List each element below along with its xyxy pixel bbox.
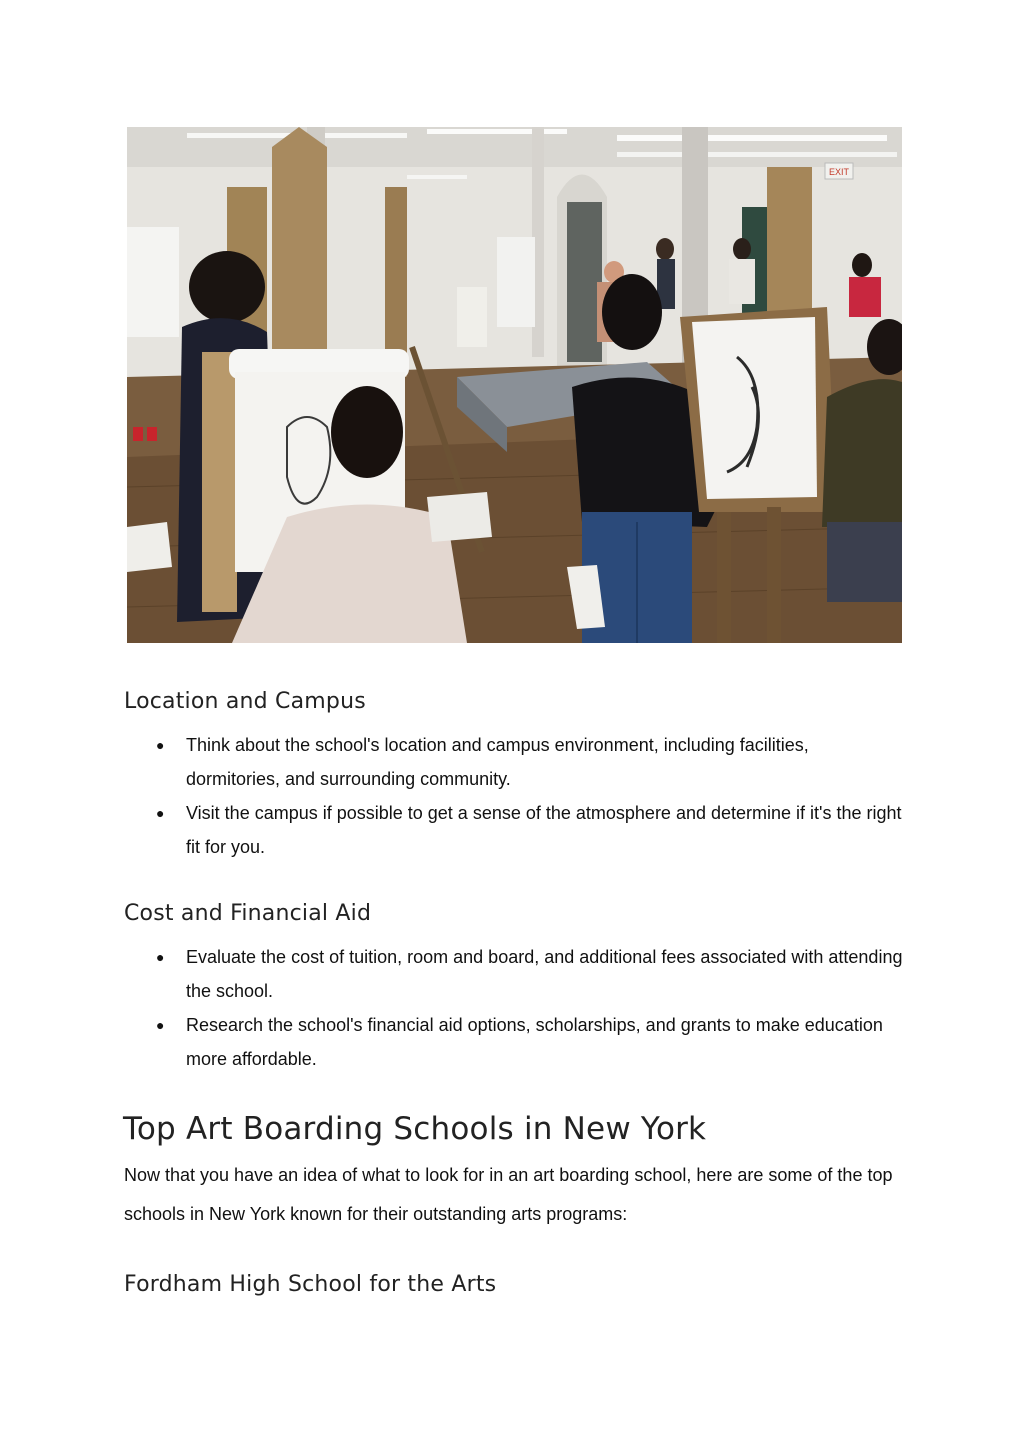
intro-paragraph: Now that you have an idea of what to look for in an art boarding school, here are some of the top schools in New York known for their outstanding arts programs: bbox=[124, 1165, 893, 1224]
section-heading-cost: Cost and Financial Aid bbox=[124, 901, 372, 926]
bullet-icon: ● bbox=[156, 805, 165, 821]
list-item-text: Think about the school's location and campus environment, including facilities, dormitories, and surrounding community. bbox=[186, 735, 809, 789]
location-bullet-list bbox=[124, 728, 904, 864]
list-item bbox=[124, 728, 904, 796]
list-item bbox=[124, 1008, 904, 1076]
main-heading: Top Art Boarding Schools in New York bbox=[123, 1111, 707, 1147]
section-heading-location: Location and Campus bbox=[124, 689, 366, 714]
list-item-text: Evaluate the cost of tuition, room and board, and additional fees associated with attending the school. bbox=[186, 947, 903, 1001]
list-item-text: Visit the campus if possible to get a sense of the atmosphere and determine if it's the right fit for you. bbox=[186, 803, 902, 857]
school-heading-fordham: Fordham High School for the Arts bbox=[124, 1272, 497, 1297]
exit-sign-text: EXIT bbox=[828, 167, 850, 177]
bullet-icon: ● bbox=[156, 1017, 165, 1033]
list-item bbox=[124, 940, 904, 1008]
cost-bullet-list bbox=[124, 940, 904, 1076]
list-item-text: Research the school's financial aid options, scholarships, and grants to make education more affordable. bbox=[186, 1015, 883, 1069]
list-item bbox=[124, 796, 904, 864]
art-studio-photo bbox=[127, 127, 902, 643]
bullet-icon: ● bbox=[156, 949, 165, 965]
bullet-icon: ● bbox=[156, 737, 165, 753]
